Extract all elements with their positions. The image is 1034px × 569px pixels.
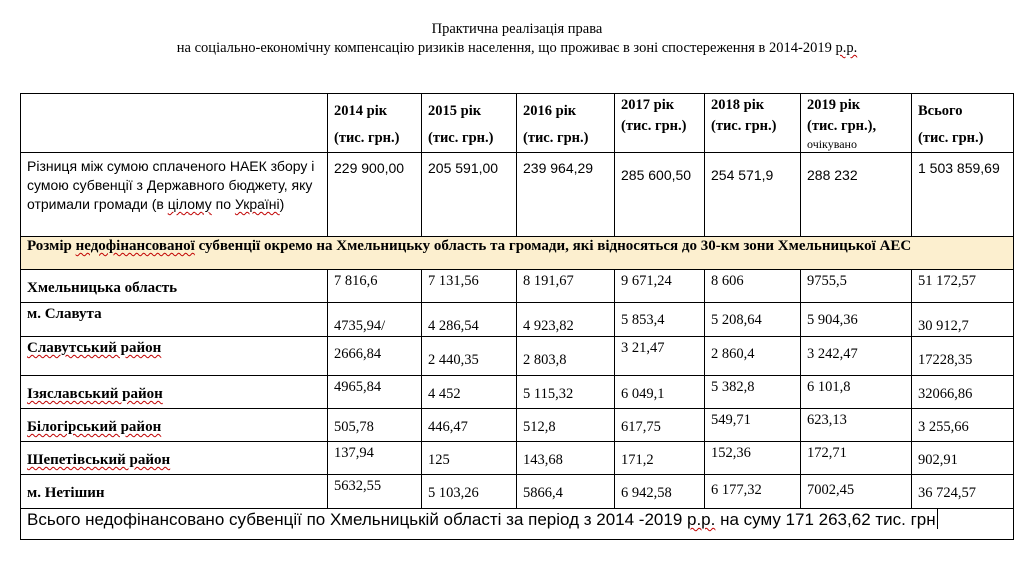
cell-2014: 7 816,6	[328, 270, 422, 303]
cell-2016: 8 191,67	[517, 270, 615, 303]
banner-text: Розмір недофінансованої субвенції окремо на Хмельницьку область та громади, які відносяться до 30-км зони Хмельницької АЕС	[21, 237, 1014, 270]
table-row	[21, 303, 1014, 337]
header-2017: 2017 рік (тис. грн.)	[615, 94, 705, 153]
cell-2016: 512,8	[517, 409, 615, 442]
cell-2014: 505,78	[328, 409, 422, 442]
cell-2017: 5 853,4	[615, 303, 705, 337]
cell-2019: 7002,45	[801, 475, 912, 509]
difference-total: 1 503 859,69	[912, 153, 1014, 237]
cell-2019: 3 242,47	[801, 337, 912, 376]
header-2016: 2016 рік (тис. грн.)	[517, 94, 615, 153]
row-name: м. Нетішин	[21, 475, 328, 509]
cell-2018: 5 382,8	[705, 376, 801, 409]
cell-total: 30 912,7	[912, 303, 1014, 337]
cell-2014: 5632,55	[328, 475, 422, 509]
cell-total: 3 255,66	[912, 409, 1014, 442]
difference-row	[21, 153, 1014, 237]
cell-2018: 152,36	[705, 442, 801, 475]
header-2015: 2015 рік (тис. грн.)	[422, 94, 517, 153]
row-name: Славутський район	[21, 337, 328, 376]
cell-2019: 6 101,8	[801, 376, 912, 409]
cell-2018: 2 860,4	[705, 337, 801, 376]
cell-2016: 4 923,82	[517, 303, 615, 337]
cell-2019: 172,71	[801, 442, 912, 475]
table-row	[21, 409, 1014, 442]
header-total: Всього (тис. грн.)	[912, 94, 1014, 153]
cell-2017: 9 671,24	[615, 270, 705, 303]
table-row	[21, 376, 1014, 409]
cell-total: 17228,35	[912, 337, 1014, 376]
cell-2017: 3 21,47	[615, 337, 705, 376]
cell-2019: 9755,5	[801, 270, 912, 303]
cell-2015: 7 131,56	[422, 270, 517, 303]
cell-2014: 137,94	[328, 442, 422, 475]
cell-2014: 2666,84	[328, 337, 422, 376]
row-name: Білогірський район	[21, 409, 328, 442]
cell-total: 36 724,57	[912, 475, 1014, 509]
table-row	[21, 337, 1014, 376]
cell-2016: 143,68	[517, 442, 615, 475]
cell-2016: 5 115,32	[517, 376, 615, 409]
cell-2015: 446,47	[422, 409, 517, 442]
cell-total: 902,91	[912, 442, 1014, 475]
cell-total: 32066,86	[912, 376, 1014, 409]
cell-2015: 4 452	[422, 376, 517, 409]
cell-2015: 125	[422, 442, 517, 475]
cell-2015: 5 103,26	[422, 475, 517, 509]
banner-row	[21, 237, 1014, 270]
cell-total: 51 172,57	[912, 270, 1014, 303]
difference-2014: 229 900,00	[328, 153, 422, 237]
cell-2015: 4 286,54	[422, 303, 517, 337]
document-title-line2: на соціально-економічну компенсацію ризиків населення, що проживає в зоні спостереження в 2014-2019 р.р.	[176, 40, 858, 56]
difference-2017: 285 600,50	[615, 153, 705, 237]
table-row	[21, 442, 1014, 475]
difference-2018: 254 571,9	[705, 153, 801, 237]
header-row	[21, 94, 1014, 153]
cell-2018: 6 177,32	[705, 475, 801, 509]
header-empty-cell	[21, 94, 328, 153]
table-row	[21, 270, 1014, 303]
cell-2016: 2 803,8	[517, 337, 615, 376]
cell-2015: 2 440,35	[422, 337, 517, 376]
header-2014: 2014 рік (тис. грн.)	[328, 94, 422, 153]
cell-2018: 8 606	[705, 270, 801, 303]
difference-2016: 239 964,29	[517, 153, 615, 237]
cell-2019: 623,13	[801, 409, 912, 442]
text-cursor	[937, 509, 938, 529]
row-name: м. Славута	[21, 303, 328, 337]
cell-2014: 4965,84	[328, 376, 422, 409]
document-title-line1: Практична реалізація права	[431, 21, 603, 37]
cell-2016: 5866,4	[517, 475, 615, 509]
difference-2015: 205 591,00	[422, 153, 517, 237]
total-summary-text: Всього недофінансовано субвенції по Хмельницькій області за період з 2014 -2019 р.р. на суму 171 263,62 тис. грн	[21, 509, 1014, 540]
total-row	[21, 509, 1014, 540]
cell-2017: 6 049,1	[615, 376, 705, 409]
row-name: Хмельницька область	[21, 270, 328, 303]
difference-2019: 288 232	[801, 153, 912, 237]
cell-2019: 5 904,36	[801, 303, 912, 337]
cell-2017: 617,75	[615, 409, 705, 442]
row-name: Ізяславський район	[21, 376, 328, 409]
difference-label: Різниця між сумою сплаченого НАЕК збору і сумою субвенції з Державного бюджету, яку отримали громади (в цілому по Україні)	[21, 153, 328, 237]
cell-2017: 6 942,58	[615, 475, 705, 509]
table-row	[21, 475, 1014, 509]
cell-2018: 549,71	[705, 409, 801, 442]
cell-2018: 5 208,64	[705, 303, 801, 337]
row-name: Шепетівський район	[21, 442, 328, 475]
header-2018: 2018 рік (тис. грн.)	[705, 94, 801, 153]
cell-2017: 171,2	[615, 442, 705, 475]
cell-2014: 4735,94/	[328, 303, 422, 337]
compensation-table	[20, 93, 1014, 540]
header-2019: 2019 рік (тис. грн.), очікувано	[801, 94, 912, 153]
